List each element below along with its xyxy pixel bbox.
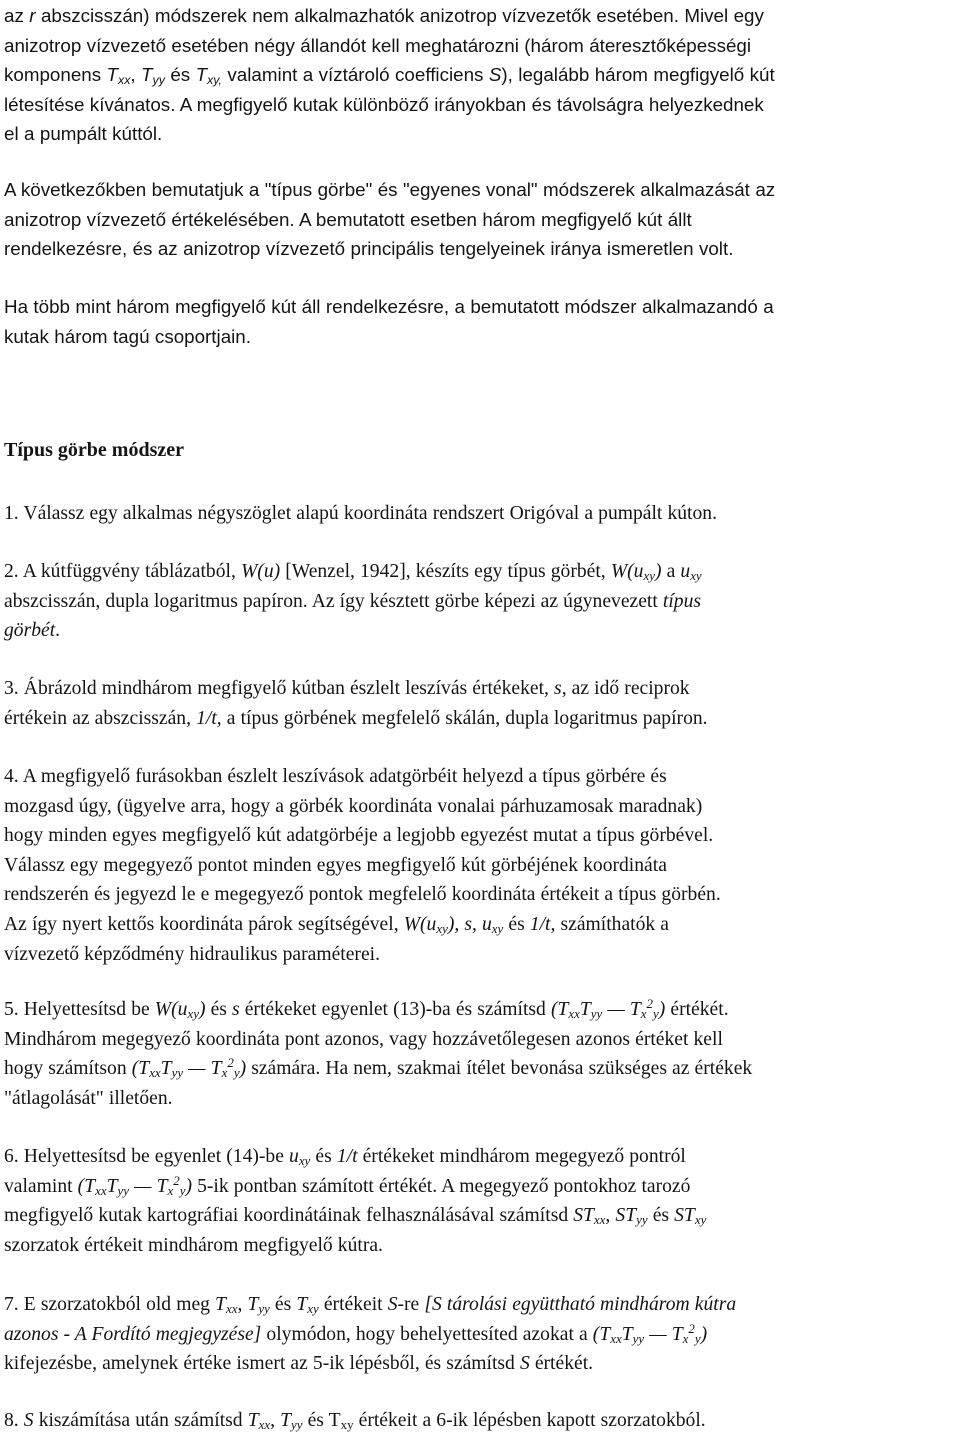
text-line: szorzatok értékeit mindhárom megfigyelő kútra. bbox=[4, 1234, 383, 1256]
text-line: 7. E szorzatokból old meg $T_{xx}$, $T_{yy}$ és $T_{xy}$ értékeit S-re [S tárolási együttható mindhárom kútra bbox=[4, 1294, 737, 1317]
text-line: komponens $T_{xx}$, $T_{yy}$ és $T_{xy,}$ valamint a víztároló coefficiens S), legalább három megfigyelő kút bbox=[4, 64, 775, 88]
step-1 bbox=[4, 499, 717, 529]
intro-paragraph bbox=[4, 1, 775, 149]
text-line: megfigyelő kutak kartográfiai koordinátáinak felhasználásával számítsd $ST_{xx}$, $ST_{yy}$ és $ST_{xy}$ bbox=[4, 1205, 707, 1228]
step-5 bbox=[4, 995, 752, 1113]
text-line: 6. Helyettesítsd be egyenlet (14)-be $u_{xy}$ és 1/t értékeket mindhárom megegyező pontról bbox=[4, 1146, 686, 1169]
text-line: "átlagolását" illetően. bbox=[4, 1087, 173, 1109]
step-3 bbox=[4, 674, 708, 733]
text-line: 2. A kútfüggvény táblázatból, W(u) [Wenzel, 1942], készíts egy típus görbét, $W(u_{xy})$ a $u_{xy}$ bbox=[4, 561, 702, 584]
step-7 bbox=[4, 1290, 736, 1379]
text-line: Válassz egy megegyező pontot minden egyes megfigyelő kút görbéjének koordináta bbox=[4, 854, 667, 876]
text-line: abszcisszán, dupla logaritmus papíron. Az így késztett görbe képezi az úgynevezett típus bbox=[4, 590, 702, 612]
step-4 bbox=[4, 762, 721, 969]
text-line: anizotrop vízvezető értékelésében. A bemutatott esetben három megfigyelő kút állt bbox=[4, 208, 692, 230]
step-8 bbox=[4, 1406, 706, 1436]
step-6 bbox=[4, 1142, 706, 1260]
text-line: valamint ($T_{xx}T_{yy}$ — $T_x^2_y$) 5-ik pontban számított értékét. A megegyező pontokhoz tarozó bbox=[4, 1172, 691, 1198]
text-line: rendszerén és jegyezd le e megegyező pontok megfelelő koordináta értékeit a típus görbén. bbox=[4, 884, 721, 906]
text-line: anizotrop vízvezető esetében négy állandót kell meghatározni (három áteresztőképességi bbox=[4, 34, 752, 56]
text-line: kifejezésbe, amelynek értéke ismert az 5-ik lépésből, és számítsd S értékét. bbox=[4, 1353, 594, 1375]
text-line: létesítése kívánatos. A megfigyelő kutak különböző irányokban és távolságra helyezkednek bbox=[4, 93, 764, 115]
more-wells-paragraph bbox=[4, 292, 774, 351]
text-line: értékein az abszcisszán, 1/t, a típus görbének megfelelő skálán, dupla logaritmus papíron. bbox=[4, 707, 708, 729]
text-line: 4. A megfigyelő furásokban észlelt leszívások adatgörbéit helyezd a típus görbére és bbox=[4, 766, 667, 787]
text-line: A következőkben bemutatjuk a "típus görbe" és "egyenes vonal" módszerek alkalmazását az bbox=[4, 179, 776, 200]
text-line: hogy számítson ($T_{xx}T_{yy}$ — $T_x^2_y$) számára. Ha nem, szakmai ítélet bevonása szükséges az értékek bbox=[4, 1055, 753, 1081]
text-line: rendelkezésre, és az anizotrop vízvezető principális tengelyeinek iránya ismeretlen volt. bbox=[4, 238, 734, 260]
section-heading: Típus görbe módszer bbox=[4, 439, 184, 461]
text-line: mozgasd úgy, (ügyelve arra, hogy a görbék koordináta vonalai párhuzamosak maradnak) bbox=[4, 795, 703, 817]
text-line: az r abszcisszán) módszerek nem alkalmazhatók anizotrop vízvezetők esetében. Mivel egy bbox=[4, 5, 764, 26]
method-intro-paragraph bbox=[4, 175, 775, 264]
text-line: hogy minden egyes megfigyelő kút adatgörbéje a legjobb egyezést mutat a típus görbével. bbox=[4, 825, 714, 847]
text-line: 5. Helyettesítsd be $W(u_{xy})$ és s értékeket egyenlet (13)-ba és számítsd ($T_{xx}T_{yy}$ — $T_x^2_y$) értékét. bbox=[4, 995, 729, 1022]
text-line: 8. S kiszámítása után számítsd $T_{xx}$, $T_{yy}$ és $T_{xy}$ értékeit a 6-ik lépésben kapott szorzatokból. bbox=[4, 1410, 706, 1433]
text-line: görbét. bbox=[4, 620, 61, 642]
step-2 bbox=[4, 557, 702, 646]
text-line: Ha több mint három megfigyelő kút áll rendelkezésre, a bemutatott módszer alkalmazandó a bbox=[4, 296, 774, 317]
text-line: el a pumpált kúttól. bbox=[4, 123, 163, 145]
text-line: vízvezető képződmény hidraulikus paraméterei. bbox=[4, 943, 380, 965]
text-line: Az így nyert kettős koordináta párok segítségével, $W(u_{xy})$, s, $u_{xy}$ és 1/t, számíthatók a bbox=[4, 913, 669, 937]
text-line: 3. Ábrázold mindhárom megfigyelő kútban észlelt leszívás értékeket, s, az idő reciprok bbox=[4, 678, 690, 699]
text-line: Mindhárom megegyező koordináta pont azonos, vagy hozzávetőlegesen azonos értéket kell bbox=[4, 1028, 723, 1050]
text-line: 1. Válassz egy alkalmas négyszöglet alapú koordináta rendszert Origóval a pumpált kúton. bbox=[4, 503, 717, 524]
text-line: azonos - A Fordító megjegyzése] olymódon, hogy behelyettesíted azokat a ($T_{xx}T_{yy}$ — $T_x^2_y$) bbox=[4, 1320, 708, 1346]
text-line: kutak három tagú csoportjain. bbox=[4, 325, 251, 347]
